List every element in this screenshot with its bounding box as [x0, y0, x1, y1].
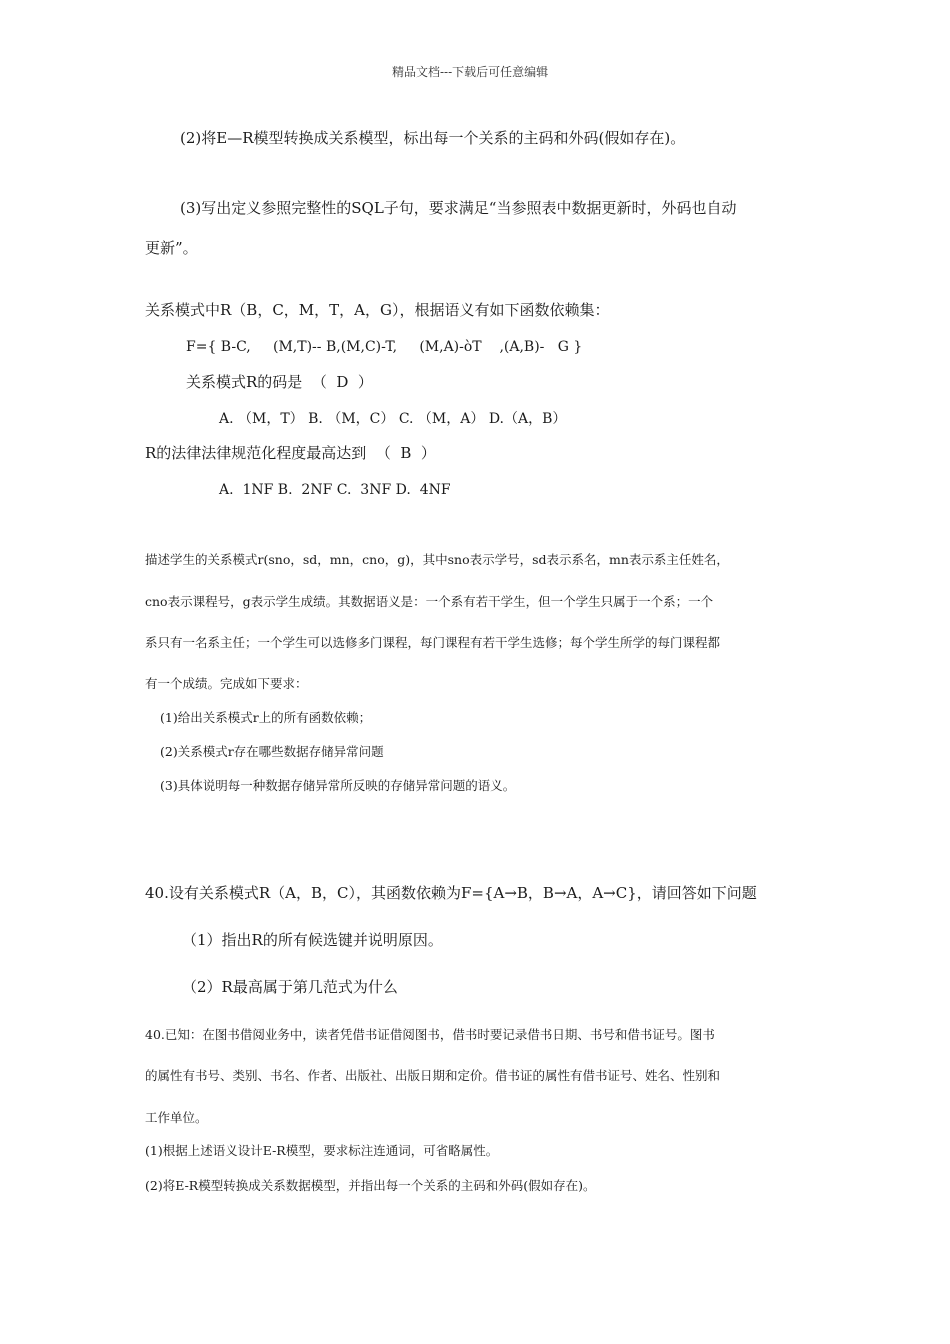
paragraph-line: 工作单位。 [145, 1110, 208, 1125]
question-title: 40.设有关系模式R（A，B，C），其函数依赖为F={A→B，B→A，A→C}，请回答如下问题 [145, 884, 757, 902]
paragraph-line: 更新”。 [145, 239, 198, 257]
question-line: （1）指出R的所有候选键并说明原因。 [182, 931, 443, 949]
question-line: 关系模式R的码是 （ D ） [186, 373, 373, 391]
requirement-line: (2)关系模式r存在哪些数据存储异常问题 [160, 744, 384, 759]
paragraph-line: (3)写出定义参照完整性的SQL子句，要求满足“当参照表中数据更新时，外码也自动 [180, 199, 737, 217]
paragraph-line: 系只有一名系主任；一个学生可以选修多门课程，每门课程有若干学生选修；每个学生所学的每门课程都 [145, 635, 721, 650]
requirement-line: (1)根据上述语义设计E-R模型，要求标注连通词，可省略属性。 [145, 1143, 499, 1158]
paragraph-line: 的属性有书号、类别、书名、作者、出版社、出版日期和定价。借书证的属性有借书证号、姓名、性别和 [145, 1068, 721, 1083]
question-line: R的法律法律规范化程度最高达到 （ B ） [145, 444, 436, 462]
paragraph-line: cno表示课程号，g表示学生成绩。其数据语义是：一个系有若干学生，但一个学生只属于一个系；一个 [145, 594, 714, 609]
requirement-line: (2)将E-R模型转换成关系数据模型，并指出每一个关系的主码和外码(假如存在)。 [145, 1178, 596, 1193]
paragraph-line: 关系模式中R（B，C，M，T，A，G），根据语义有如下函数依赖集： [145, 301, 610, 319]
options-line: A. （M，T） B. （M，C） C. （M，A） D.（A，B） [219, 411, 567, 427]
page-header: 精品文档---下载后可任意编辑 [392, 65, 549, 79]
requirement-line: (3)具体说明每一种数据存储异常所反映的存储异常问题的语义。 [160, 778, 516, 793]
paragraph-line: (2)将E—R模型转换成关系模型，标出每一个关系的主码和外码(假如存在)。 [180, 129, 686, 147]
question-line: （2）R最高属于第几范式为什么 [182, 978, 398, 996]
fd-set: F={ B-C, (M,T)-- B,(M,C)-T, (M,A)-òT ,(A,B)- G } [186, 339, 583, 355]
paragraph-line: 40.已知：在图书借阅业务中，读者凭借书证借阅图书，借书时要记录借书日期、书号和借书证号。图书 [145, 1027, 715, 1042]
requirement-line: (1)给出关系模式r上的所有函数依赖； [160, 710, 372, 725]
options-line: A. 1NF B. 2NF C. 3NF D. 4NF [219, 482, 451, 498]
paragraph-line: 有一个成绩。完成如下要求： [145, 676, 308, 691]
paragraph-line: 描述学生的关系模式r(sno，sd，mn，cno，g)，其中sno表示学号，sd表示系名，mn表示系主任姓名， [145, 552, 729, 567]
